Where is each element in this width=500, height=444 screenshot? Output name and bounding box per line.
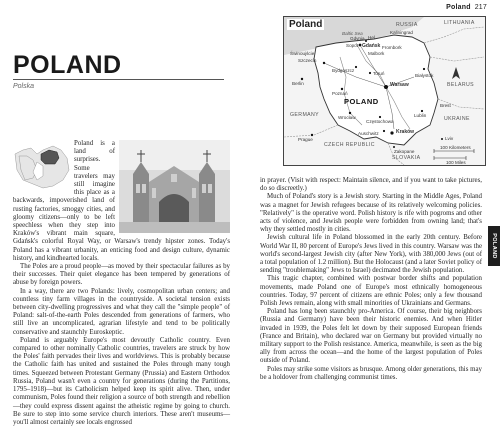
running-head: [446, 4, 487, 11]
map-scale-km: 100 Kilometers: [440, 145, 471, 150]
map-label-baltic: Baltic Sea: [342, 31, 363, 36]
paragraph: The Poles are a proud people—as moved by their spectacular failures as by their successes. Their quiet elegance has been tempered by generations of abuse by foreign powers.: [13, 263, 230, 287]
map-label-auschwitz: Auschwitz: [358, 131, 379, 136]
poland-map: [283, 16, 486, 166]
map-label-belarus: BELARUS: [447, 82, 475, 88]
map-label-germany: GERMANY: [290, 112, 320, 118]
map-label-hel: Hel: [368, 35, 375, 40]
map-label-swinoujscie: Świnoujście: [290, 51, 315, 56]
map-label-szczecin: Szczecin: [298, 58, 317, 63]
map-label-slovakia: SLOVAKIA: [392, 155, 421, 161]
map-label-bialystok: Białystok: [415, 73, 434, 78]
map-label-poland: POLAND: [344, 97, 379, 106]
paragraph: Jewish cultural life in Poland blossomed in the early 20th century. Before World War II, 80 percent of Europe's Jews lived in this country. Warsaw was the world's second-largest Jewish city (after New York), with 380,000 Jews (out of a total population of 1.2 million). But the Holocaust (and a later Soviet policy of sending "troublemaking" Jews to Israel) decimated the Jewish population.: [260, 234, 482, 275]
map-label-berlin: Berlin: [292, 81, 304, 86]
map-label-bydgoszcz: Bydgoszcz: [332, 68, 355, 73]
map-label-lublin: Lublin: [414, 113, 427, 118]
map-label-sopot: Sopot: [346, 43, 359, 48]
map-label-gdynia: Gdynia: [350, 36, 365, 41]
map-label-czestochowa: Częstochowa: [366, 119, 394, 124]
paragraph: This tragic chapter, combined with postwar border shifts and population movements, made Poland one of Europe's most ethnically homogeneous countries. Today, 97 percent of citizens are ethnic Poles; only a few thousand Polish Jews remain, along with small minorities of Ukrainians and Germans.: [260, 275, 482, 308]
map-label-warsaw: Warsaw: [390, 82, 409, 88]
map-label-lviv: Lviv: [445, 136, 454, 141]
paragraph: Much of Poland's story is a Jewish story. Starting in the Middle Ages, Poland was a magnet for Jewish refugees because of its relatively welcoming policies. "Relatively" is the operative word. Polish history is rife with pogroms and other acts of violence, and Jewish people were forbidden from owning land; that's why they settled mostly in cities.: [260, 193, 482, 234]
map-label-zakopane: Zakopane: [394, 149, 415, 154]
map-label-malbork: Malbork: [368, 51, 385, 56]
map-shapes: [284, 17, 485, 165]
map-label-torun: Toruń: [373, 71, 385, 76]
paragraph: Poland has long been staunchly pro-America. Of course, their big neighbors (Russia and Germany) have been their historic enemies. And when Hitler invaded in 1939, the Poles felt let down by their supposed European friends (France and Britain), who declared war on Germany but provided virtually no military support to the Polish resistance. America, meanwhile, is seen as the big ally from across the ocean—and the home of the largest population of Poles outside of Poland.: [260, 308, 482, 365]
paragraph: in prayer. (Visit with respect: Maintain silence, and if you want to take pictures, do so discreetly.): [260, 177, 482, 193]
chapter-title: POLAND: [13, 51, 122, 79]
map-label-ukraine: UKRAINE: [444, 116, 470, 122]
running-head-section: Poland: [446, 4, 471, 11]
native-name: Polska: [13, 83, 35, 90]
map-scale-mi: 100 Miles: [446, 160, 466, 165]
map-label-frombork: Frombork: [382, 45, 402, 50]
left-column: [13, 140, 230, 427]
map-title: Poland: [289, 19, 323, 30]
paragraph: Poles may strike some visitors as brusque. Among older generations, this may be a holdover from challenging communist times.: [260, 365, 482, 381]
paragraph: Poland is a land of surprises. Some travelers may still imagine this place as a backwards, impoverished land of rusting factories, smoggy cities, and gloomy citizens—only to be left speechless when they step into Kraków's vibrant main square, Gdańsk's colorful Royal Way, or Warsaw's trendy hipster zones. Today's Poland has a vibrant urbanity, an enticing food and design culture, dynamic history, and kindhearted locals.: [13, 140, 230, 262]
paragraph: Poland is arguably Europe's most devoutly Catholic country. Even compared to other nominally Catholic countries, travelers are struck by how the Poles' faith pervades their lives and worldviews. This is probably because the Catholic faith has united and sustained the Poles through many tough times. Squeezed between Protestant Germany (Prussia) and Eastern Orthodox Russia, Poland wasn't even a country for generations (during the Partitions, 1795–1918)—but its Catholicism helped keep its spirit alive. Then, under communism, Poles found their religion a source of both strength and rebellion—they could express dissent against the atheistic regime by going to church. Be sure to step into some service church interiors. These aren't museums—you'll almost certainly see locals engrossed: [13, 336, 230, 426]
map-label-czech: CZECH REPUBLIC: [324, 142, 375, 148]
map-label-russia: RUSSIA: [396, 22, 418, 28]
map-label-gdansk: Gdańsk: [362, 43, 381, 49]
chapter-rule: [13, 79, 224, 80]
map-label-brest: Brest: [440, 103, 451, 108]
map-label-krakow: Kraków: [396, 129, 415, 135]
map-label-poznan: Poznań: [332, 91, 348, 96]
map-label-wroclaw: Wrocław: [338, 115, 356, 120]
right-column: [260, 177, 482, 382]
side-tab: [488, 226, 500, 266]
side-tab-label: POLAND: [491, 233, 497, 259]
map-label-kaliningrad: Kaliningrad: [390, 30, 413, 35]
locator-map: [13, 140, 71, 190]
paragraph: In a way, there are two Polands: lively, cosmopolitan urban centers; and countless tiny farm villages in the countryside. A societal tension exists between city-dwelling progressives and what they call the "simple people" of Poland: salt-of-the-earth Poles descended from generations of farmers, who still live an uncomplicated, agrarian lifestyle and tend to be politically conservative and staunchly Euroskeptic.: [13, 287, 230, 336]
map-label-lithuania: LITHUANIA: [444, 20, 475, 26]
map-label-prague: Prague: [298, 137, 313, 142]
page-number: 217: [474, 4, 487, 11]
church-photo: [119, 140, 230, 233]
